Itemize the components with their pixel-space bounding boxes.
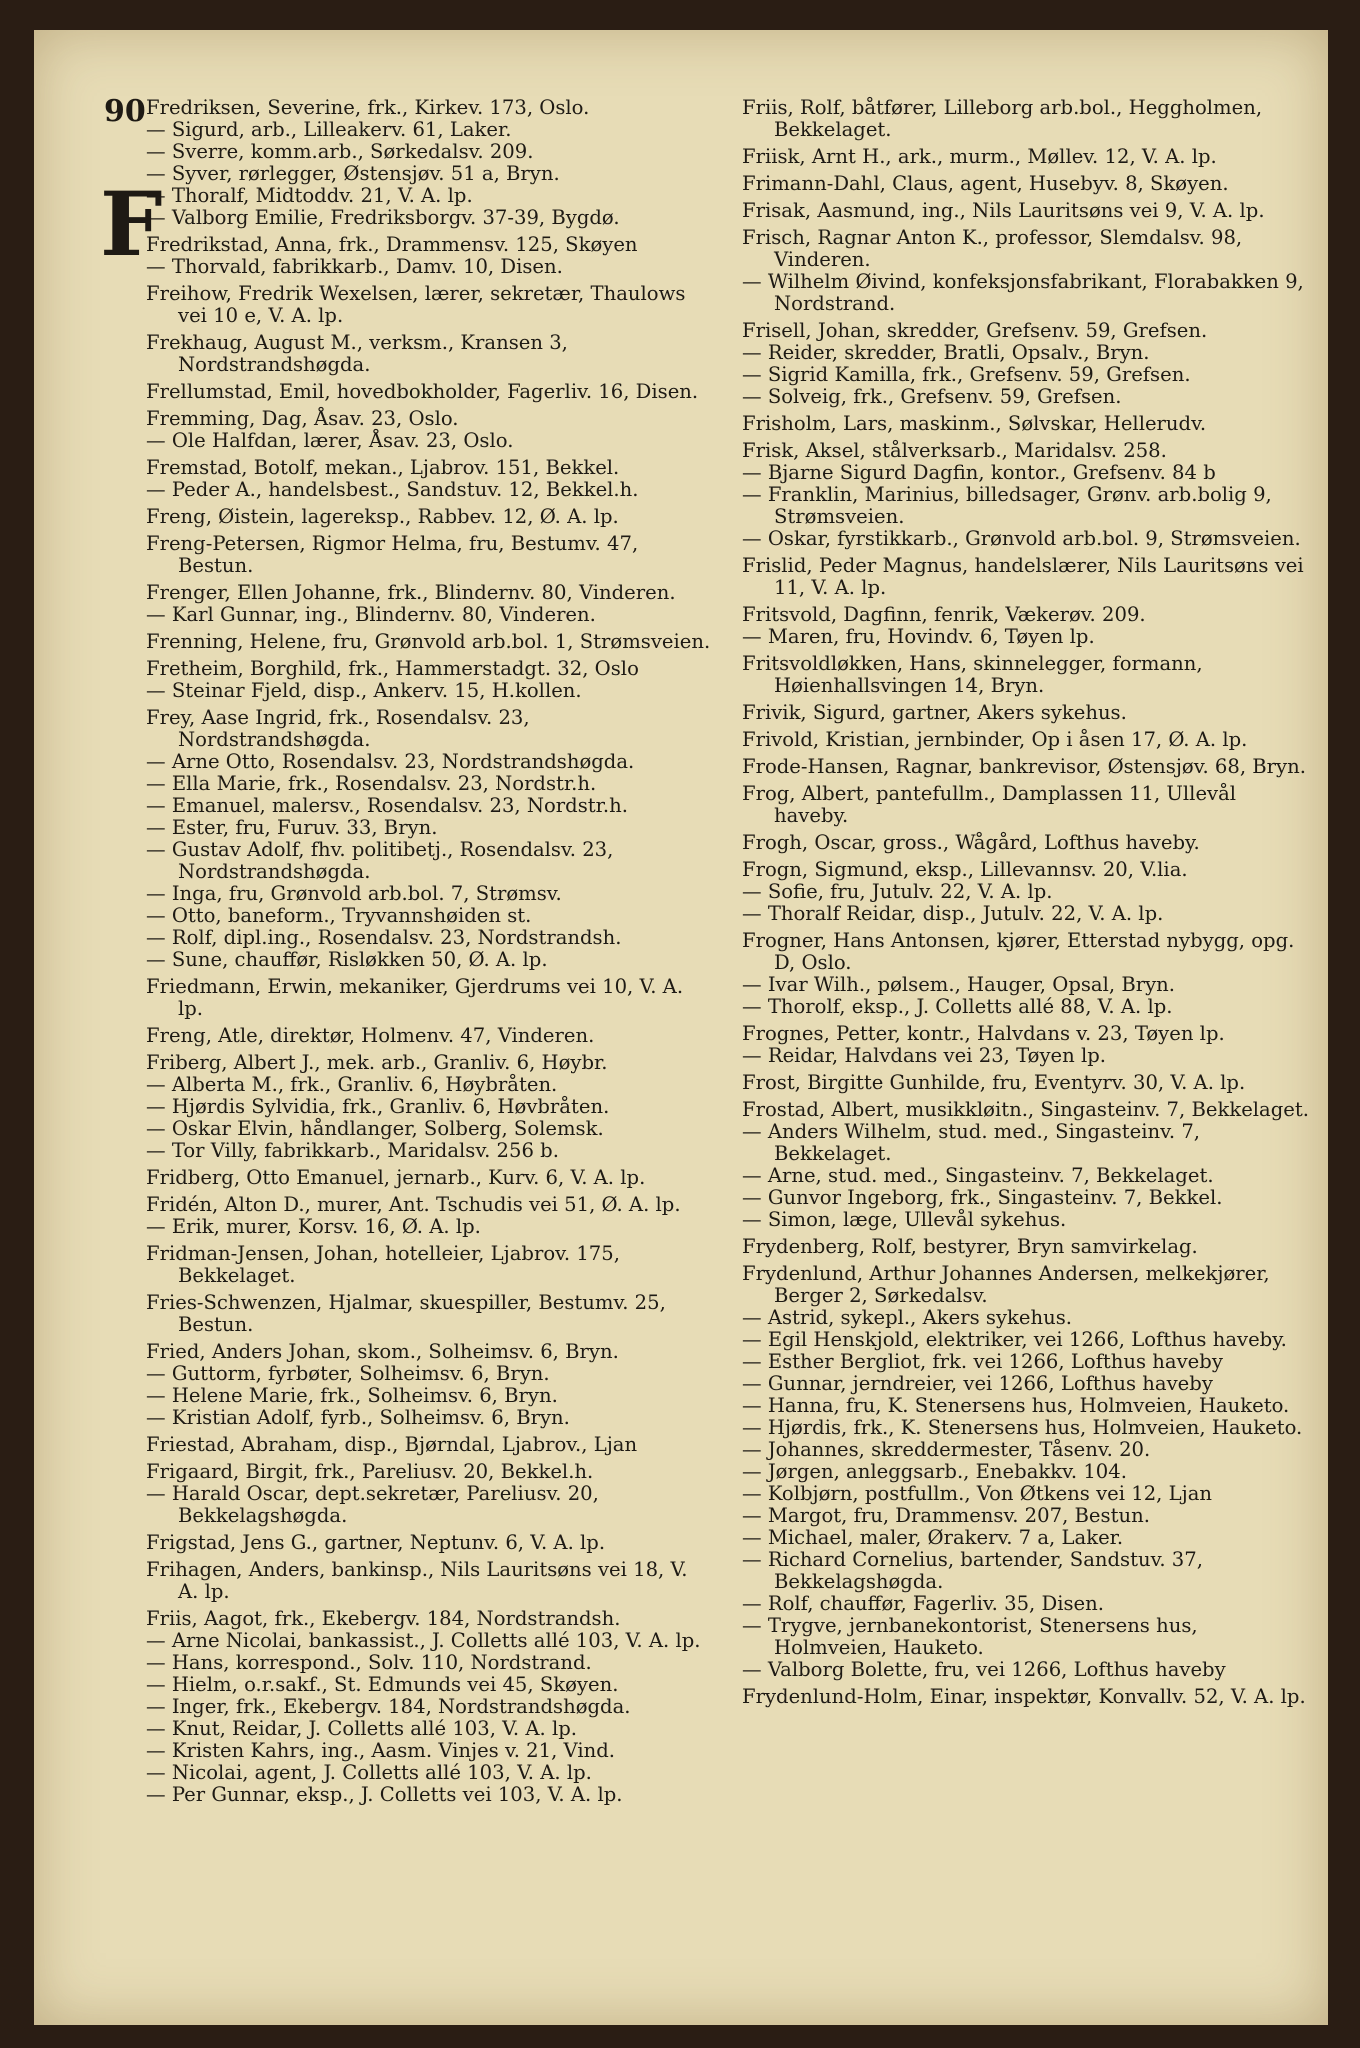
directory-entry: Fredrikstad, Anna, frk., Drammensv. 125, Skøyen — [146, 233, 638, 256]
directory-entry: Frey, Aase Ingrid, frk., Rosendalsv. 23, Nordstrandshøgda. — [146, 706, 530, 751]
directory-entry: Friberg, Albert J., mek. arb., Granliv. 6, Høybr. — [146, 1051, 608, 1074]
directory-entry: — Trygve, jernbanekontorist, Stenersens hus, Holmveien, Hauketo. — [742, 1614, 1198, 1659]
directory-entry: — Wilhelm Øivind, konfeksjonsfabrikant, Florabakken 9, Nordstrand. — [742, 270, 1304, 315]
directory-entry: — Hans, korrespond., Solv. 110, Nordstrand. — [146, 1651, 592, 1674]
directory-entry: — Hjørdis Sylvidia, frk., Granliv. 6, Høvbråten. — [146, 1095, 610, 1118]
directory-entry: — Gunnar, jerndreier, vei 1266, Lofthus haveby — [742, 1372, 1213, 1395]
directory-entry: Frostad, Albert, musikkløitn., Singasteinv. 7, Bekkelaget. — [742, 1098, 1309, 1121]
directory-entry: — Ole Halfdan, lærer, Åsav. 23, Oslo. — [146, 429, 514, 452]
directory-entry: — Arne, stud. med., Singasteinv. 7, Bekkelaget. — [742, 1164, 1214, 1187]
directory-entry: — Steinar Fjeld, disp., Ankerv. 15, H.kollen. — [146, 679, 582, 702]
directory-entry: Frisch, Ragnar Anton K., professor, Slemdalsv. 98, Vinderen. — [742, 226, 1243, 271]
directory-entry: Frognes, Petter, kontr., Halvdans v. 23, Tøyen lp. — [742, 1022, 1225, 1045]
directory-entry: Fridén, Alton D., murer, Ant. Tschudis vei 51, Ø. A. lp. — [146, 1193, 681, 1216]
directory-entry: Frisell, Johan, skredder, Grefsenv. 59, Grefsen. — [742, 319, 1208, 342]
directory-entry: Friestad, Abraham, disp., Bjørndal, Ljabrov., Ljan — [146, 1433, 638, 1456]
directory-entry: — Johannes, skreddermester, Tåsenv. 20. — [742, 1438, 1151, 1461]
directory-entry: — Solveig, frk., Grefsenv. 59, Grefsen. — [742, 385, 1122, 408]
directory-entry: Frydenlund, Arthur Johannes Andersen, melkekjører, Berger 2, Sørkedalsv. — [742, 1262, 1270, 1307]
directory-entry: Fried, Anders Johan, skom., Solheimsv. 6, Bryn. — [146, 1340, 619, 1363]
directory-entry: Frihagen, Anders, bankinsp., Nils Lauritsøns vei 18, V. A. lp. — [146, 1558, 688, 1603]
directory-entry: — Harald Oscar, dept.sekretær, Pareliusv. 20, Bekkelagshøgda. — [146, 1482, 599, 1527]
directory-entry: — Maren, fru, Hovindv. 6, Tøyen lp. — [742, 625, 1095, 648]
directory-entry: Frigstad, Jens G., gartner, Neptunv. 6, V. A. lp. — [146, 1531, 606, 1554]
directory-entry: — Hanna, fru, K. Stenersens hus, Holmveien, Hauketo. — [742, 1394, 1290, 1417]
directory-entry: — Thorolf, eksp., J. Colletts allé 88, V. A. lp. — [742, 995, 1173, 1018]
directory-entry: Fries-Schwenzen, Hjalmar, skuespiller, Bestumv. 25, Bestun. — [146, 1291, 666, 1336]
directory-entry: Friis, Rolf, båtfører, Lilleborg arb.bol., Heggholmen, Bekkelaget. — [742, 96, 1263, 141]
directory-entry: — Reider, skredder, Bratli, Opsalv., Bryn. — [742, 341, 1150, 364]
directory-entry: — Kolbjørn, postfullm., Von Øtkens vei 12, Ljan — [742, 1482, 1213, 1505]
directory-entry: Frogh, Oscar, gross., Wågård, Lofthus haveby. — [742, 831, 1200, 854]
directory-entry: — Karl Gunnar, ing., Blindernv. 80, Vinderen. — [146, 603, 596, 626]
directory-entry: Fremstad, Botolf, mekan., Ljabrov. 151, Bekkel. — [146, 456, 620, 479]
directory-entry: — Bjarne Sigurd Dagfin, kontor., Grefsenv. 84 b — [742, 461, 1216, 484]
directory-entry: Friisk, Arnt H., ark., murm., Møllev. 12, V. A. lp. — [742, 145, 1217, 168]
directory-entry: Frenger, Ellen Johanne, frk., Blindernv. 80, Vinderen. — [146, 581, 676, 604]
directory-entry: — Rolf, chauffør, Fagerliv. 35, Disen. — [742, 1592, 1104, 1615]
directory-entry: — Gunvor Ingeborg, frk., Singasteinv. 7, Bekkel. — [742, 1186, 1223, 1209]
directory-entry: — Oskar, fyrstikkarb., Grønvold arb.bol. 9, Strømsveien. — [742, 527, 1301, 550]
directory-entry: — Knut, Reidar, J. Colletts allé 103, V. A. lp. — [146, 1717, 577, 1740]
directory-entry: Fridberg, Otto Emanuel, jernarb., Kurv. 6, V. A. lp. — [146, 1166, 646, 1189]
directory-entry: Frenning, Helene, fru, Grønvold arb.bol. 1, Strømsveien. — [146, 630, 711, 653]
directory-entry: — Anders Wilhelm, stud. med., Singasteinv. 7, Bekkelaget. — [742, 1120, 1201, 1165]
directory-entry: — Sigurd, arb., Lilleakerv. 61, Laker. — [146, 118, 512, 141]
directory-entry: Freng, Atle, direktør, Holmenv. 47, Vinderen. — [146, 1024, 595, 1047]
page-number: 90 — [104, 94, 146, 129]
directory-entry: — Kristen Kahrs, ing., Aasm. Vinjes v. 21, Vind. — [146, 1739, 616, 1762]
directory-entry: — Astrid, sykepl., Akers sykehus. — [742, 1306, 1073, 1329]
directory-entry: Frisholm, Lars, maskinm., Sølvskar, Hellerudv. — [742, 412, 1207, 435]
directory-entry: — Oskar Elvin, håndlanger, Solberg, Solemsk. — [146, 1117, 604, 1140]
left-column — [146, 92, 711, 1806]
directory-entry: — Otto, baneform., Tryvannshøiden st. — [146, 904, 532, 927]
directory-entry: Fritsvoldløkken, Hans, skinnelegger, formann, Høienhallsvingen 14, Bryn. — [742, 652, 1203, 697]
right-column — [742, 92, 1310, 1708]
directory-entry: Freihow, Fredrik Wexelsen, lærer, sekretær, Thaulows vei 10 e, V. A. lp. — [146, 282, 686, 327]
directory-entry: Fredriksen, Severine, frk., Kirkev. 173, Oslo. — [146, 96, 590, 119]
directory-entry: Friis, Aagot, frk., Ekebergv. 184, Nordstrandsh. — [146, 1607, 621, 1630]
directory-entry: — Sofie, fru, Jutulv. 22, V. A. lp. — [742, 880, 1053, 903]
directory-entry: — Thorvald, fabrikkarb., Damv. 10, Disen. — [146, 255, 563, 278]
directory-entry: — Ivar Wilh., pølsem., Hauger, Opsal, Bryn. — [742, 973, 1176, 996]
directory-entry: — Arne Otto, Rosendalsv. 23, Nordstrandshøgda. — [146, 750, 635, 773]
directory-entry: Frigaard, Birgit, frk., Pareliusv. 20, Bekkel.h. — [146, 1460, 594, 1483]
directory-entry: Friedmann, Erwin, mekaniker, Gjerdrums vei 10, V. A. lp. — [146, 975, 684, 1020]
directory-entry: — Thoralf Reidar, disp., Jutulv. 22, V. A. lp. — [742, 902, 1164, 925]
directory-entry: — Hjørdis, frk., K. Stenersens hus, Holmveien, Hauketo. — [742, 1416, 1303, 1439]
directory-entry: Frisk, Aksel, stålverksarb., Maridalsv. 258. — [742, 439, 1167, 462]
directory-entry: — Thoralf, Midtoddv. 21, V. A. lp. — [146, 184, 473, 207]
directory-entry: — Gustav Adolf, fhv. politibetj., Rosendalsv. 23, Nordstrandshøgda. — [146, 838, 614, 883]
directory-entry: — Kristian Adolf, fyrb., Solheimsv. 6, Bryn. — [146, 1406, 570, 1429]
directory-entry: — Valborg Bolette, fru, vei 1266, Lofthus haveby — [742, 1658, 1226, 1681]
directory-entry: Frost, Birgitte Gunhilde, fru, Eventyrv. 30, V. A. lp. — [742, 1071, 1246, 1094]
directory-entry: — Sune, chauffør, Risløkken 50, Ø. A. lp. — [146, 948, 548, 971]
directory-entry: Frivik, Sigurd, gartner, Akers sykehus. — [742, 701, 1127, 724]
directory-entry: — Franklin, Marinius, billedsager, Grønv. arb.bolig 9, Strømsveien. — [742, 483, 1272, 528]
directory-entry: — Jørgen, anleggsarb., Enebakkv. 104. — [742, 1460, 1127, 1483]
directory-entry: Frellumstad, Emil, hovedbokholder, Fagerliv. 16, Disen. — [146, 380, 699, 403]
directory-entry: Freng-Petersen, Rigmor Helma, fru, Bestumv. 47, Bestun. — [146, 532, 639, 577]
directory-entry: — Simon, læge, Ullevål sykehus. — [742, 1208, 1067, 1231]
directory-page — [34, 30, 1328, 2025]
directory-entry: Frog, Albert, pantefullm., Damplassen 11, Ullevål haveby. — [742, 782, 1237, 827]
directory-entry: Fretheim, Borghild, frk., Hammerstadgt. 32, Oslo — [146, 657, 639, 680]
directory-entry: Fridman-Jensen, Johan, hotelleier, Ljabrov. 175, Bekkelaget. — [146, 1242, 620, 1287]
directory-entry: — Richard Cornelius, bartender, Sandstuv. 37, Bekkelagshøgda. — [742, 1548, 1203, 1593]
directory-entry: — Emanuel, malersv., Rosendalsv. 23, Nordstr.h. — [146, 794, 628, 817]
directory-entry: Frydenlund-Holm, Einar, inspektør, Konvallv. 52, V. A. lp. — [742, 1685, 1306, 1708]
directory-entry: — Reidar, Halvdans vei 23, Tøyen lp. — [742, 1044, 1107, 1067]
directory-entry: — Helene Marie, frk., Solheimsv. 6, Bryn. — [146, 1384, 558, 1407]
directory-entry: Frekhaug, August M., verksm., Kransen 3, Nordstrandshøgda. — [146, 331, 568, 376]
directory-entry: — Inga, fru, Grønvold arb.bol. 7, Strømsv. — [146, 882, 562, 905]
directory-entry: — Alberta M., frk., Granliv. 6, Høybråten. — [146, 1073, 558, 1096]
directory-entry: Frode-Hansen, Ragnar, bankrevisor, Østensjøv. 68, Bryn. — [742, 755, 1306, 778]
directory-entry: — Egil Henskjold, elektriker, vei 1266, Lofthus haveby. — [742, 1328, 1287, 1351]
directory-entry: — Nicolai, agent, J. Colletts allé 103, V. A. lp. — [146, 1761, 592, 1784]
directory-entry: — Esther Bergliot, frk. vei 1266, Lofthus haveby — [742, 1350, 1223, 1373]
directory-entry: — Guttorm, fyrbøter, Solheimsv. 6, Bryn. — [146, 1362, 550, 1385]
directory-entry: — Margot, fru, Drammensv. 207, Bestun. — [742, 1504, 1150, 1527]
directory-entry: — Inger, frk., Ekebergv. 184, Nordstrandshøgda. — [146, 1695, 631, 1718]
directory-entry: — Per Gunnar, eksp., J. Colletts vei 103, V. A. lp. — [146, 1783, 623, 1806]
directory-entry: — Sverre, komm.arb., Sørkedalsv. 209. — [146, 140, 534, 163]
directory-entry: — Hielm, o.r.sakf., St. Edmunds vei 45, Skøyen. — [146, 1673, 619, 1696]
section-letter: F — [100, 172, 163, 276]
directory-entry: Frydenberg, Rolf, bestyrer, Bryn samvirkelag. — [742, 1235, 1198, 1258]
directory-entry: Freng, Øistein, lagereksp., Rabbev. 12, Ø. A. lp. — [146, 505, 619, 528]
directory-entry: — Sigrid Kamilla, frk., Grefsenv. 59, Grefsen. — [742, 363, 1191, 386]
directory-entry: — Ella Marie, frk., Rosendalsv. 23, Nordstr.h. — [146, 772, 597, 795]
directory-entry: — Peder A., handelsbest., Sandstuv. 12, Bekkel.h. — [146, 478, 639, 501]
directory-entry: Frimann-Dahl, Claus, agent, Husebyv. 8, Skøyen. — [742, 172, 1229, 195]
directory-entry: — Michael, maler, Ørakerv. 7 a, Laker. — [742, 1526, 1124, 1549]
directory-entry: Frogner, Hans Antonsen, kjører, Etterstad nybygg, opg. D, Oslo. — [742, 929, 1295, 974]
directory-entry: Frisak, Aasmund, ing., Nils Lauritsøns vei 9, V. A. lp. — [742, 199, 1265, 222]
directory-entry: — Erik, murer, Korsv. 16, Ø. A. lp. — [146, 1215, 481, 1238]
directory-entry: Fremming, Dag, Åsav. 23, Oslo. — [146, 407, 459, 430]
directory-entry: — Arne Nicolai, bankassist., J. Colletts allé 103, V. A. lp. — [146, 1629, 701, 1652]
directory-entry: Frislid, Peder Magnus, handelslærer, Nils Lauritsøns vei 11, V. A. lp. — [742, 554, 1304, 599]
directory-entry: Fritsvold, Dagfinn, fenrik, Vækerøv. 209. — [742, 603, 1146, 626]
directory-entry: — Tor Villy, fabrikkarb., Maridalsv. 256 b. — [146, 1139, 559, 1162]
directory-entry: Frivold, Kristian, jernbinder, Op i åsen 17, Ø. A. lp. — [742, 728, 1248, 751]
directory-entry: — Syver, rørlegger, Østensjøv. 51 a, Bryn. — [146, 162, 560, 185]
directory-entry: Frogn, Sigmund, eksp., Lillevannsv. 20, V.lia. — [742, 858, 1188, 881]
directory-entry: — Valborg Emilie, Fredriksborgv. 37-39, Bygdø. — [146, 206, 620, 229]
directory-entry: — Rolf, dipl.ing., Rosendalsv. 23, Nordstrandsh. — [146, 926, 622, 949]
directory-entry: — Ester, fru, Furuv. 33, Bryn. — [146, 816, 438, 839]
